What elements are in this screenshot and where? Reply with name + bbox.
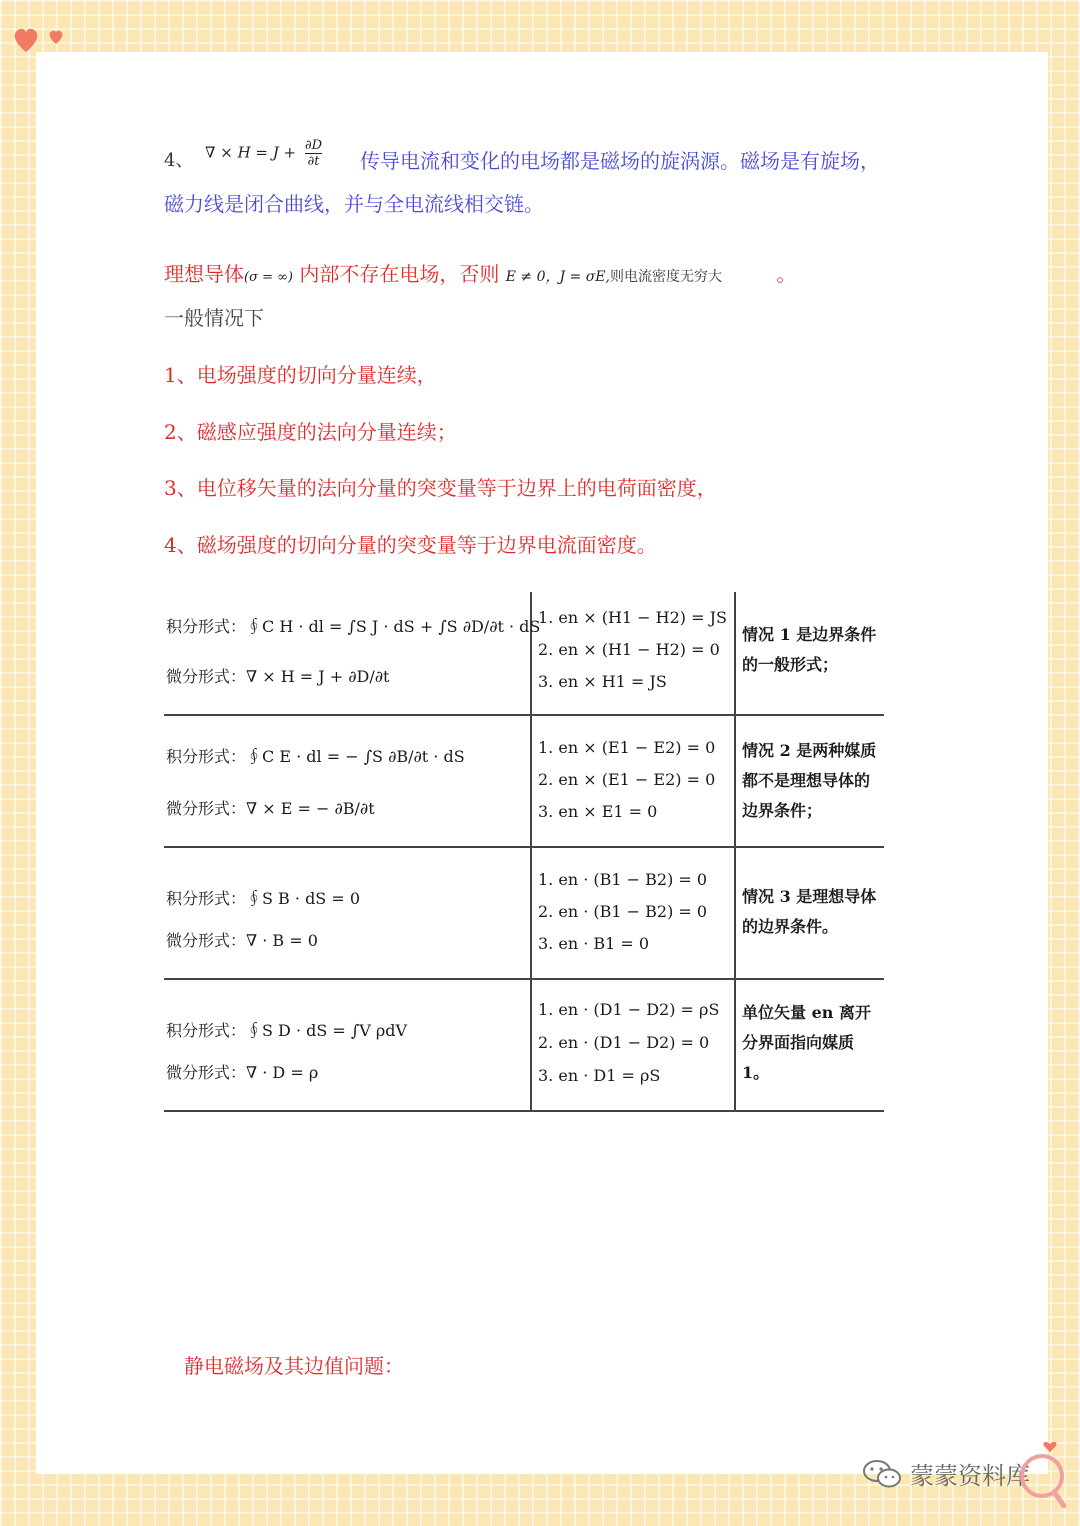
section-title: 静电磁场及其边值问题： — [184, 1354, 404, 1378]
condition-item: 3. en × H1 = JS — [538, 672, 667, 691]
heart-icon — [12, 26, 68, 54]
integral-form: 积分形式：∮C E · dl = − ∫S ∂B/∂t · dS — [166, 747, 465, 766]
differential-form: 微分形式：∇ × H = J + ∂D/∂t — [166, 667, 390, 686]
rule-item: 1、电场强度的切向分量连续， — [164, 363, 437, 387]
rule-item: 4、磁场强度的切向分量的突变量等于边界电流面密度。 — [164, 533, 657, 557]
rule-item: 3、电位移矢量的法向分量的突变量等于边界上的电荷面密度， — [164, 476, 717, 500]
condition-item: 1. en × (E1 − E2) = 0 — [538, 738, 716, 757]
case-note: 情况 2 是两种媒质都不是理想导体的边界条件； — [742, 741, 877, 820]
table-divider — [734, 592, 736, 1112]
table-divider — [164, 978, 884, 980]
table-divider — [164, 846, 884, 848]
ideal-conductor-line: 理想导体(σ = ∞) 内部不存在电场，否则 E ≠ 0，J = σE,则电流密度无穷大 。 — [164, 262, 797, 286]
item4-line1: 传导电流和变化的电场都是磁场的旋涡源。磁场是有旋场， — [360, 149, 880, 173]
condition-item: 1. en × (H1 − H2) = JS — [538, 608, 727, 627]
watermark-text: 蒙蒙资料库 — [910, 1462, 1030, 1490]
table-divider — [164, 714, 884, 716]
integral-form: 积分形式：∮S D · dS = ∫V ρdV — [166, 1021, 408, 1040]
watermark — [862, 1456, 1030, 1491]
wechat-icon — [862, 1459, 902, 1489]
item4-number: 4、 — [164, 150, 194, 171]
condition-item: 2. en · (B1 − B2) = 0 — [538, 902, 708, 921]
condition-item: 1. en · (D1 − D2) = ρS — [538, 1000, 720, 1019]
table-divider — [530, 592, 532, 1112]
differential-form: 微分形式：∇ × E = − ∂B/∂t — [166, 799, 375, 818]
integral-form: 积分形式：∮S B · dS = 0 — [166, 889, 361, 908]
condition-item: 3. en · D1 = ρS — [538, 1066, 661, 1085]
rule-item: 2、磁感应强度的法向分量连续； — [164, 420, 457, 444]
condition-item: 2. en × (E1 − E2) = 0 — [538, 770, 716, 789]
case-note: 单位矢量 en 离开分界面指向媒质 1。 — [742, 1003, 871, 1082]
differential-form: 微分形式：∇ · B = 0 — [166, 931, 318, 950]
condition-item: 2. en × (H1 − H2) = 0 — [538, 640, 720, 659]
magnifier-icon — [1008, 1436, 1072, 1508]
item4-equation: ∇ × H = J + $\frac{\partial D}{\partial t}$ — [205, 138, 323, 169]
condition-item: 3. en · B1 = 0 — [538, 934, 650, 953]
case-note: 情况 1 是边界条件的一般形式； — [742, 625, 877, 674]
item4-line2: 磁力线是闭合曲线，并与全电流线相交链。 — [164, 192, 544, 216]
condition-item: 2. en · (D1 − D2) = 0 — [538, 1033, 710, 1052]
integral-form: 积分形式：∮C H · dl = ∫S J · dS + ∫S ∂D/∂t · dS — [166, 617, 541, 636]
condition-item: 3. en × E1 = 0 — [538, 802, 658, 821]
general-label: 一般情况下 — [164, 306, 264, 330]
table-divider — [164, 1110, 884, 1112]
case-note: 情况 3 是理想导体的边界条件。 — [742, 887, 877, 936]
condition-item: 1. en · (B1 − B2) = 0 — [538, 870, 708, 889]
differential-form: 微分形式：∇ · D = ρ — [166, 1063, 319, 1082]
